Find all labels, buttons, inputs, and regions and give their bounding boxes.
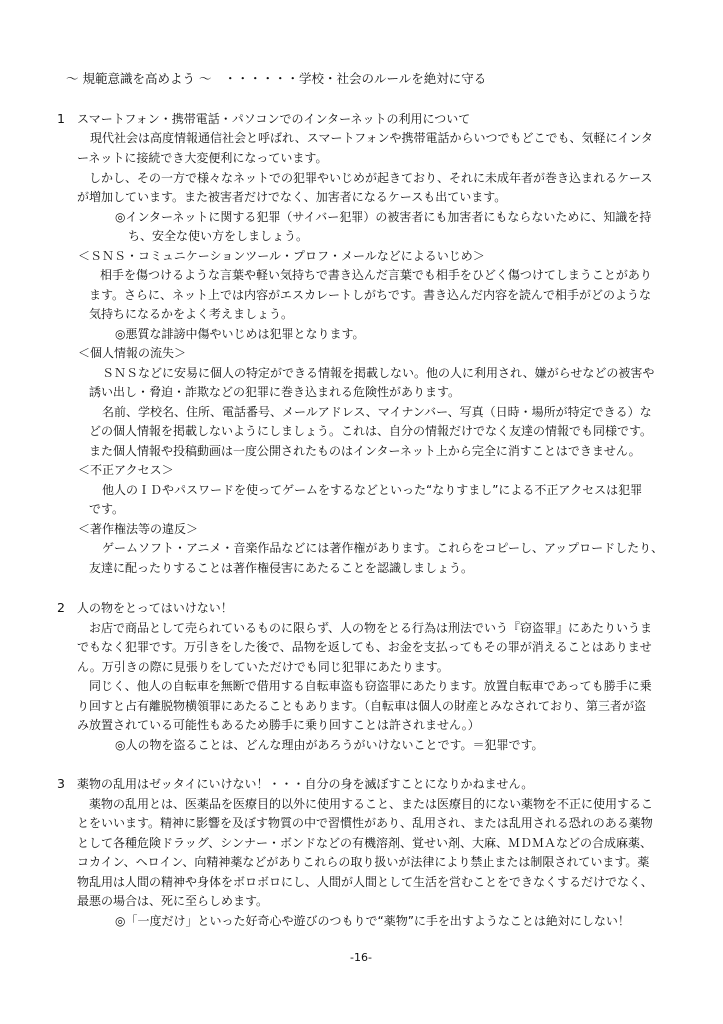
section-1-line: しかし、その一方で様々なネットでの犯罪やいじめが起きており、それに未成年者が巻き込まれるケース [89, 171, 653, 185]
section-1-line: ーネットに接続でき大変便利になっています。 [77, 151, 328, 165]
section-1-line: が増加しています。また被害者だけでなく、加害者になるケースも出ています。 [77, 190, 507, 204]
section-1-note: ◎悪質な誹謗中傷やいじめは犯罪となります。 [115, 327, 365, 341]
section-3-note: ◎「一度だけ」といった好奇心や遊びのつもりで“薬物”に手を出すようなことは絶対にしない！ [115, 914, 630, 928]
section-3-line: 物乱用は人間の精神や身体をボロボロにし、人間が人間として生活を営むことをできなくするだけでなく、 [77, 875, 653, 889]
section-1-line: 現代社会は高度情報通信社会と呼ばれ、スマートフォンや携帯電話からいつでもどこでも、気軽にインタ [90, 131, 654, 145]
subsection-heading: ＜ＳＮＳ・コミュニケーションツール・プロフ・メールなどによるいじめ＞ [78, 249, 485, 263]
page-title: ～ 規範意識を高めよう ～ ・・・・・・学校・社会のルールを絶対に守る [66, 71, 487, 86]
section-1-note: ◎インターネットに関する犯罪（サイバー犯罪）の被害者にも加害者にもならないために、知識を持 [115, 210, 652, 224]
section-1-line: です。 [89, 502, 125, 516]
subsection-heading: ＜個人情報の流失＞ [78, 346, 187, 360]
section-1-line: どの個人情報を掲載しないようにしましょう。これは、自分の情報だけでなく友達の情報でも同様です。 [89, 424, 653, 438]
section-1-line: 名前、学校名、住所、電話番号、メールアドレス、マイナンバー、写真（日時・場所が特定できる）な [102, 405, 652, 419]
section-1-line: 友達に配ったりすることは著作権侵害にあたることを認識しましょう。 [89, 561, 474, 575]
section-2-note: ◎人の物を盗ることは、どんな理由があろうがいけないことです。＝犯罪です。 [115, 738, 544, 752]
section-1-line: また個人情報や投稿動画は一度公開されたものはインターネット上から完全に消すことはできません。 [89, 444, 641, 458]
section-1-line: ＳＮＳなどに安易に個人の特定ができる情報を掲載しない。他の人に利用され、嫌がらせなどの被害や [102, 366, 655, 380]
section-2-line: ん。万引きの際に見張りをしていただけでも同じ犯罪にあたります。 [77, 660, 449, 674]
section-1-line: 誘い出し・脅迫・詐欺などの犯罪に巻き込まれる危険性があります。 [89, 385, 461, 399]
section-1-line: 気持ちになるかをよく考えましょう。 [89, 307, 294, 321]
section-3-line: として各種危険ドラッグ、シンナー・ボンドなどの有機溶剤、覚せい剤、大麻、ＭＤＭＡなどの合成麻薬、 [77, 836, 652, 850]
page-number: -16- [350, 951, 372, 964]
subsection-heading: ＜著作権法等の違反＞ [78, 522, 199, 536]
section-1-line: 相手を傷つけるような言葉や軽い気持ちで書き込んだ言葉でも相手をひどく傷つけてしまうことがあり [100, 268, 652, 282]
section-2-line: お店で商品として売られているものに限らず、人の物をとる行為は刑法でいう『窃盗罪』にあたりいうま [89, 621, 653, 635]
section-3-line: コカイン、ヘロイン、向精神薬などがありこれらの取り扱いが法律により禁止または制限されています。薬 [77, 855, 650, 869]
section-2-line: み放置されている可能性もあるため勝手に乗り回すことは許されません。） [77, 718, 480, 732]
section-3-line: 最悪の場合は、死に至らしめます。 [77, 894, 269, 908]
section-1-line: ゲームソフト・アニメ・音楽作品などには著作権があります。これらをコピーし、アップロードしたり、 [102, 541, 664, 555]
section-3-line: 薬物の乱用とは、医薬品を医療目的以外に使用すること、または医療目的にない薬物を不正に使用するこ [89, 797, 654, 811]
subsection-heading: ＜不正アクセス＞ [78, 463, 174, 477]
section-1-line: 他人のＩＤやパスワードを使ってゲームをするなどといった“なりすまし”による不正アクセスは犯罪 [102, 483, 643, 497]
section-3-line: とをいいます。精神に影響を及ぼす物質の中で習慣性があり、乱用され、または乱用される恐れのある薬物 [77, 816, 653, 830]
section-2-number: 2 [57, 600, 65, 615]
section-2-line: り回すと占有離脱物横領罪にあたることもあります。（自転車は個人の財産とみなされており、第三者が盗 [77, 699, 647, 713]
section-3-number: 3 [57, 776, 65, 791]
section-1-number: 1 [57, 111, 65, 126]
section-2-line: 同じく、他人の自転車を無断で借用する自転車盗も窃盗罪にあたります。放置自転車であっても勝手に乗 [89, 679, 652, 693]
section-2-heading: 人の物をとってはいけない！ [77, 601, 233, 615]
section-3-heading: 薬物の乱用はゼッタイにいけない！・・・自分の身を滅ぼすことになりかねません。 [77, 777, 534, 791]
section-2-line: でもなく犯罪です。万引きをした後で、品物を返しても、お金を支払ってもその罪が消えることはありませ [77, 640, 652, 654]
section-1-heading: スマートフォン・携帯電話・パソコンでのインターネットの利用について [77, 112, 471, 126]
section-1-note: ち、安全な使い方をしましょう。 [128, 229, 309, 243]
section-1-line: ます。さらに、ネット上では内容がエスカレートしがちです。書き込んだ内容を読んで相手がどのような [89, 288, 651, 302]
